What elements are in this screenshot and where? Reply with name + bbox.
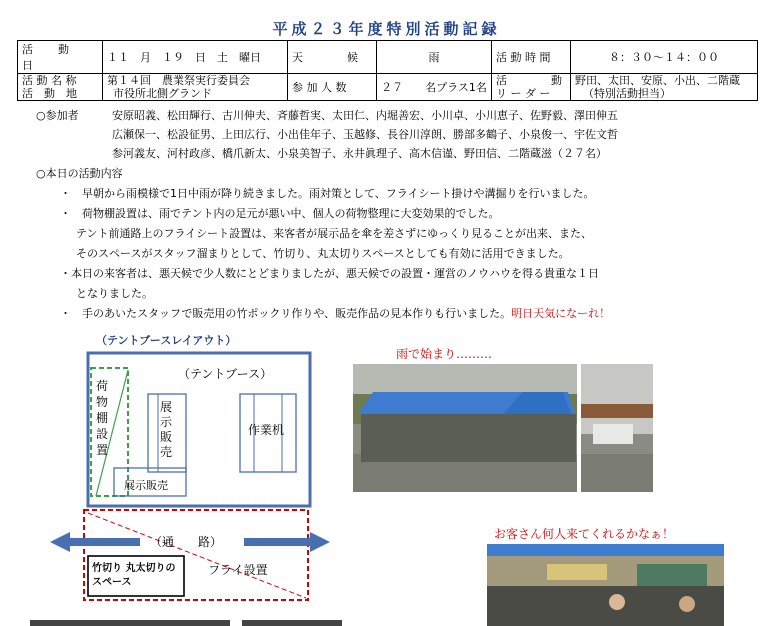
display-label-2: 展示販売 (124, 479, 168, 492)
photo-rain-tent (353, 364, 653, 492)
photo-caption-2: お客さん何人来てくれるかなぁ！ (494, 527, 675, 541)
workbench-label: 作業机 (248, 423, 285, 437)
leader-label-2: リ ー ダ ー (496, 87, 551, 100)
tent-layout-diagram (40, 348, 340, 610)
photo-caption-1: 雨で始まり……… (396, 347, 493, 361)
aisle-arrow-left (50, 532, 140, 552)
participants-heading: ○参加者 (36, 109, 79, 122)
content-bullet-2-line-3: そのスペースがスタッフ溜まりとして、竹切り、丸太切りスペースとしても有効に活用できました。 (76, 247, 570, 260)
name-value: 第１４回 農業祭実行委員会 (107, 74, 250, 87)
place-value: 市役所北側グランド (113, 87, 212, 100)
people-label: 参 加 人 数 (288, 74, 377, 101)
people-value: ２７ 名プラス1名 (377, 74, 492, 101)
tent-label: （テントブース） (178, 367, 273, 381)
activity-header-table (17, 40, 758, 101)
leader-label-1: 活 動 (496, 74, 562, 87)
layout-heading: （テントブースレイアウト） (96, 334, 237, 347)
weather-label: 天 候 (288, 41, 377, 74)
place-label: 活 動 地 (22, 87, 77, 100)
name-label: 活 動 名 称 (22, 74, 77, 87)
content-bullet-3-line-2: となりました。 (76, 287, 153, 300)
weather-value: 雨 (377, 41, 492, 74)
leader-value-1: 野田、太田、安原、小出、二階蔵 (575, 74, 740, 87)
bamboo-label: 竹切り 丸太切りのスペース (92, 563, 176, 588)
content-bullet-3: ・本日の来客者は、悪天候で少人数にとどまりましたが、悪天候での設置・運営のノウハウを得る貴重な１日 (60, 267, 599, 280)
content-bullet-4-text: ・ 手のあいたスタッフで販売用の竹ポックリ作りや、販売作品の見本作りも行いました。 (60, 307, 512, 320)
photo-rain-tent-image (353, 364, 653, 492)
photo-bottom-left (30, 620, 230, 626)
aisle-arrow-right (244, 532, 330, 552)
participants-line-1: 安原昭義、松田輝行、古川伸夫、斉藤哲実、太田仁、内堀善宏、小川卓、小川恵子、佐野毅、澤田伸五 (112, 109, 618, 122)
content-heading: ○本日の活動内容 (36, 167, 123, 180)
display-label-1: 展示販売 (160, 400, 173, 459)
photo-bottom-middle (242, 620, 342, 626)
date-value: １１ 月 １９ 日 土 曜日 (103, 41, 288, 74)
participants-line-2: 広瀬保一、松設征男、上田広行、小出佳年子、玉越修、長谷川淳朗、勝部多鶴子、小泉俊一、宇佐文哲 (112, 128, 618, 141)
page-title: 平成２３年度特別活動記録 (272, 20, 501, 38)
leader-value-2: （特別活動担当） (583, 87, 671, 100)
time-value: ８：３０〜１４：００ (571, 41, 758, 74)
photo-customers-image (487, 544, 724, 626)
date-label: 活 動 日 (18, 41, 103, 74)
content-bullet-1: ・ 早朝から雨模様で1日中雨が降り続きました。雨対策として、フライシート掛けや溝掘りを行いました。 (60, 187, 595, 200)
shelf-label: 荷物棚設置 (96, 379, 109, 457)
content-bullet-2-line-2: テント前通路上のフライシート設置は、来客者が展示品を傘を差さずにゆっくり見ることが出来、また、 (76, 227, 593, 240)
aisle-label: （通 路） (150, 535, 223, 549)
content-bullet-2: ・ 荷物棚設置は、雨でテント内の足元が悪い中、個人の荷物整理に大変効果的でした。 (60, 207, 500, 220)
photo-customers (487, 544, 724, 626)
time-label: 活 動 時 間 (492, 41, 571, 74)
content-bullet-4 (60, 306, 610, 322)
participants-line-3: 参河義友、河村政彦、橋爪新太、小泉美智子、永井眞理子、高木信谨、野田信、二階蔵滋（２７名） (112, 147, 607, 160)
fly-label: フライ設置 (208, 563, 268, 577)
content-bullet-4-red: 明日天気になーれ！ (511, 307, 611, 320)
